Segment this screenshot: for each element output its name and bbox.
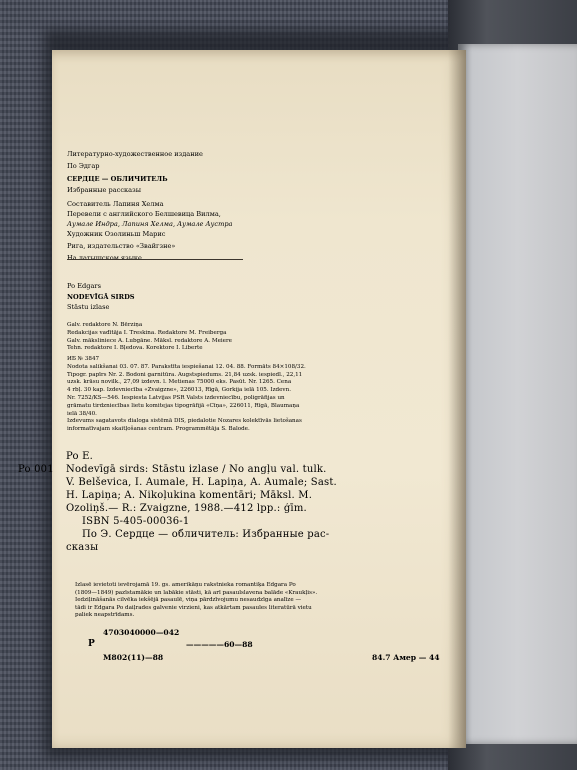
catalog-line-ru: По Э. Сердце — обличитель: Избранные рас- [82,529,330,540]
subtitle-lv: Stāstu izlase [67,302,110,311]
ib-number: ИБ № 3847 [67,356,100,362]
note-line: Izdevums sagatavots dialoga sistēmā DIS, piedalotie Nozares kolektīvās lietošanas [67,418,302,425]
translators-ru-1: Перевели с английского Белшевица Вилма, [67,209,221,218]
classification-code: 84.7 Амер — 44 [372,653,440,662]
credit-line: Redakcijas vadītāja I. Treskina. Redaktore M. Freiberga [67,329,227,336]
title-ru: СЕРДЦЕ — ОБЛИЧИТЕЛЬ [67,174,168,183]
catalog-line: H. Lapiņa; A. Nikoļukina komentāri; Māksl. M. [66,490,313,501]
details-block [67,356,407,434]
credit-line: Galv. māksliniece A. Lubgāne. Māksl. redaktore A. Meiere [67,337,232,344]
annotation-line: paliek neapstrīdams. [75,612,135,619]
header-block [67,150,407,264]
publisher-ru: Рига, издательство «Звайгзне» [67,242,176,251]
catalog-line: Ozoliņš.— R.: Zvaigzne, 1988.—412 lpp.: ģīm. [66,503,307,514]
detail-line: Nodota salikšanai 03. 07. 87. Parakstīta iespiešanai 12. 04. 88. Formāts 84×108/32. [67,363,306,370]
annotation-block [67,582,407,620]
detail-line: Tipogr. papīrs Nr. 2. Bodoni garnitūra. Augstspiedums. 21,84 uzsk. iespiedl., 22,11 [67,371,303,378]
detail-line: Nr. 7252/KS—546. Iespiesta Latvijas PSR Valsts izdevniecību, poligrāfijas un [67,394,285,401]
catalog-card [18,450,408,554]
credit-line: Galv. redaktore N. Bērziņa [67,322,143,328]
catalog-line: V. Belševica, I. Aumale, H. Lapiņa, A. Aumale; Sast. [66,477,337,488]
imprint-block [67,282,407,312]
annotation-line: Izlasē ievietoti ievērojamā 19. gs. amerikāņu rakstnieka romantiķa Edgara Po [75,582,296,588]
separator-rule [67,259,243,260]
detail-line: 4 rbļ. 30 kap. Izdevniecība «Zvaigzne», 226013, Rīgā, Gorkija ielā 105. Izdevn. [67,387,291,394]
p-label: P [88,639,95,649]
catalog-number: 4703040000—042 [103,628,180,637]
credit-line: Tehn. redaktore I. Bļedova. Korektore I. Liberte [67,345,203,352]
catalog-line: Nodevīgā sirds: Stāstu izlase / No angļu val. tulk. [66,464,327,475]
catalog-code: Po 001 [18,464,54,475]
detail-line: uzsk. krāsu novilk., 27,09 izdevn. l. Metienas 75000 eks. Pasūt. Nr. 1265. Cena [67,379,292,386]
credits-block [67,322,407,353]
dash-code: —————60—88 [186,640,253,649]
page-gutter [448,50,466,748]
detail-line: grāmatu tirdzniecības lietu komitejas tipogrāfijā «Cīņa», 226011, Rīgā, Blaumaņa [67,402,300,409]
subtitle-ru: Избранные рассказы [67,186,141,195]
author-lv: Po Edgars [67,282,101,290]
author-ru: По Эдгар [67,161,100,170]
edition-type: Литературно-художественное издание [67,150,203,158]
catalog-line-ru: сказы [66,542,99,553]
translators-ru-2: Аумале Индра, Лапиня Хелма, Аумале Аустра [67,219,233,228]
compiler-ru: Составитель Лапиня Хелма [67,200,164,209]
m-code: M802(11)—88 [103,653,164,662]
annotation-line: Iedziļināšanās cilvēka iekšējā pasaulē, viņa pārdzīvojumu nesaudzīga analīze — [75,597,302,604]
annotation-line: tādi ir Edgara Po daiļrades galvenie virzieni, kas atkārtam pasaules literatūrā vietu [75,604,312,611]
catalog-heading: Po E. [66,451,94,462]
annotation-line: (1809—1849) pazīstamākie un labākie stāsti, kā arī pasaulslavena balāde «Kraukļis». [75,589,318,596]
isbn: ISBN 5-405-00036-1 [82,516,190,527]
artist-ru: Художник Озолиньш Марис [67,229,166,238]
title-lv: NODEVĪGĀ SIRDS [67,292,135,301]
right-page [458,44,577,744]
detail-line: ielā 38/40. [67,410,97,417]
note-line: informatīvajam skaitļošanas centram. Programmētāja S. Balode. [67,426,250,433]
